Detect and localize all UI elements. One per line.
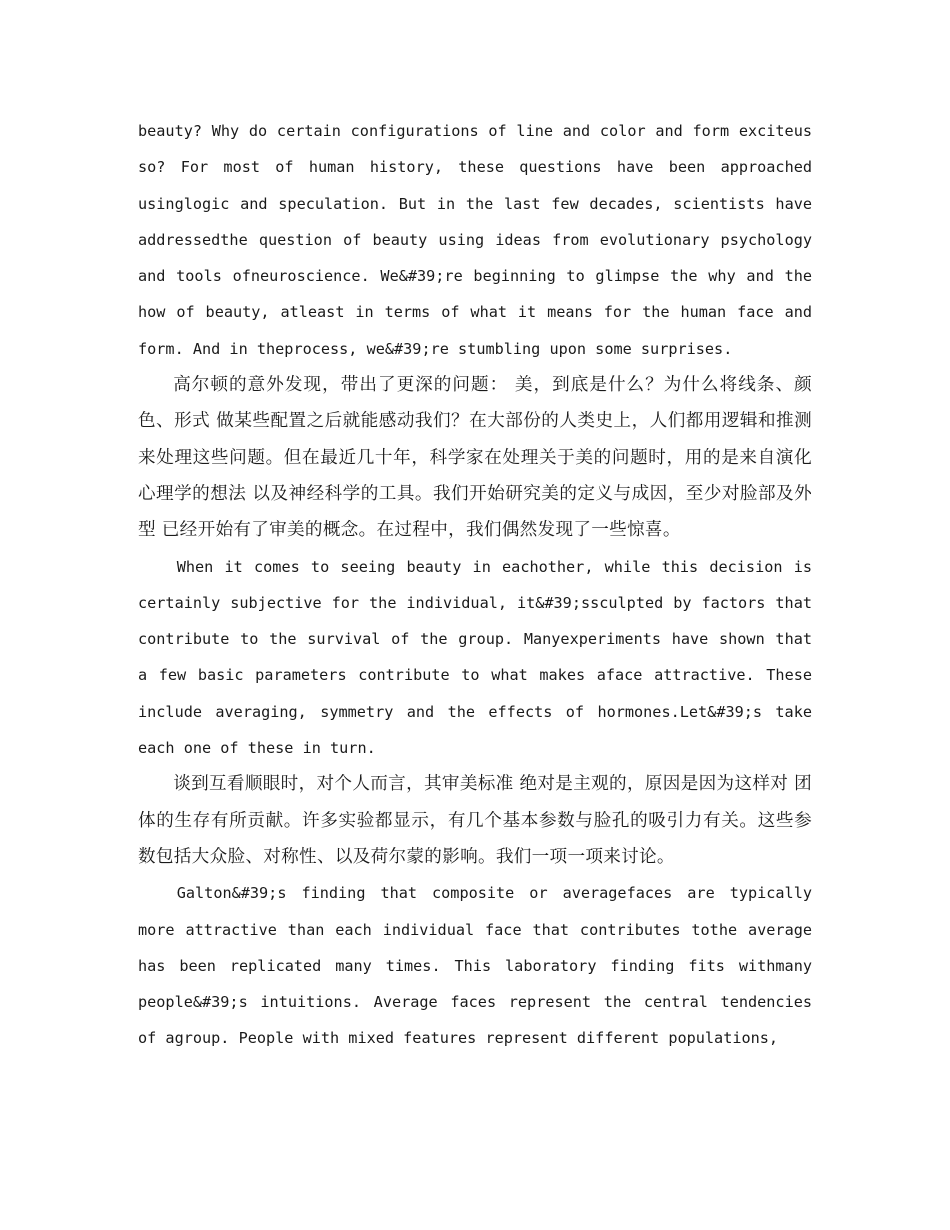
paragraph-zh-seeing-beauty: 谈到互看顺眼时，对个人而言，其审美标准 绝对是主观的，原因是因为这样对 团体的生存有所贡献。许多实验都显示，有几个基本参数与脸孔的吸引力有关。这些参数包括大众脸、对称性、以及荷尔蒙的影响。我们一项一项来讨论。: [138, 774, 812, 867]
document-body: [138, 113, 812, 1057]
paragraph-en-beauty-questions: beauty? Why do certain configurations of line and color and form exciteus so? For most of human history, these questions have been approached usinglogic and speculation. But in the last few decades, scientists have addressedthe question of beauty using ideas from evolutionary psychology and tools ofneuroscience. We&#39;re beginning to glimpse the why and the how of beauty, atleast in terms of what it means for the human face and form. And in theprocess, we&#39;re stumbling upon some surprises.: [138, 122, 812, 358]
paragraph-en-seeing-beauty: When it comes to seeing beauty in eachother, while this decision is certainly subjective for the individual, it&#39;ssculpted by factors that contribute to the survival of the group. Manyexperiments have shown that a few basic parameters contribute to what makes aface attractive. These include averaging, symmetry and the effects of hormones.Let&#39;s take each one of these in turn.: [138, 557, 812, 758]
paragraph-en-average-faces: Galton&#39;s finding that composite or averagefaces are typically more attractive than each individual face that contributes tothe average has been replicated many times. This laboratory finding fits withmany people&#39;s intuitions. Average faces represent the central tendencies of agroup. People with mixed features represent different populations,: [138, 884, 812, 1048]
paragraph-zh-beauty-questions: 高尔顿的意外发现，带出了更深的问题： 美，到底是什么？为什么将线条、颜色、形式 做某些配置之后就能感动我们？在大部份的人类史上，人们都用逻辑和推测来处理这些问题。但在最近几十年，科学家在处理关于美的问题时，用的是来自演化心理学的想法 以及神经科学的工具。我们开始研究美的定义与成因，至少对脸部及外型 已经开始有了审美的概念。在过程中，我们偶然发现了一些惊喜。: [138, 375, 812, 541]
